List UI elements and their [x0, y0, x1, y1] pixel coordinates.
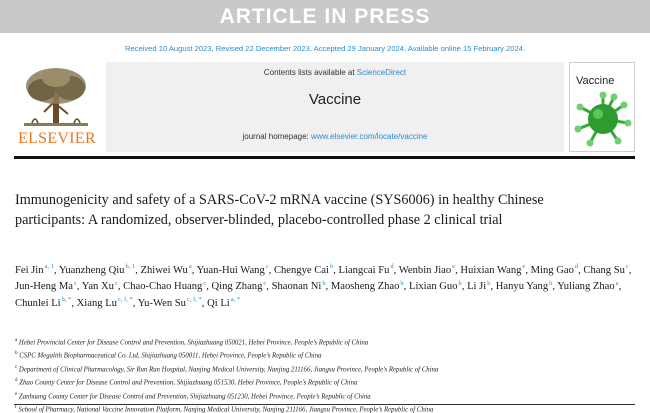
author-affiliation-marker[interactable]: c: [73, 279, 77, 287]
elsevier-tree-icon: [22, 66, 90, 128]
author-affiliation-marker[interactable]: b, 1: [125, 263, 136, 271]
author-name-text: Zhiwei Wu: [140, 265, 188, 276]
affiliation-item: [15, 389, 635, 402]
affiliation-text: Zhao County Center for Disease Control and Prevention, Shijiazhuang 051530, Hebei Province, People’s Republic of China: [17, 379, 358, 387]
journal-cover[interactable]: [569, 62, 635, 152]
author-name-text: Yuanzheng Qiu: [58, 265, 125, 276]
author-affiliation-marker[interactable]: c, f, *: [186, 296, 202, 304]
author-affiliation-marker[interactable]: b, *: [61, 296, 72, 304]
author-name-text: Wenbin Jiao: [398, 265, 452, 276]
author-affiliation-marker[interactable]: a, 1: [44, 263, 54, 271]
affiliation-marker: a: [15, 338, 18, 343]
affiliation-item: [15, 335, 635, 348]
author-affiliation-marker[interactable]: c: [114, 279, 118, 287]
author-name[interactable]: [77, 298, 133, 309]
affiliation-text: Zanhuang County Center for Disease Control and Prevention, Shijiazhuang 051230, Hebei Province, People’s Republic of China: [17, 393, 371, 401]
affiliation-marker: d: [15, 378, 18, 384]
author-affiliation-marker[interactable]: e: [452, 263, 456, 271]
author-name-text: Lixian Guo: [408, 281, 458, 293]
author-name-text: Yuliang Zhao: [557, 281, 615, 293]
affiliation-list: [15, 335, 635, 413]
affiliation-marker: e: [15, 391, 18, 397]
journal-header: [14, 62, 635, 154]
author-name-text: Chunlei Li: [15, 297, 61, 309]
author-name[interactable]: [331, 281, 404, 292]
author-name[interactable]: [59, 265, 135, 276]
affiliation-text: School of Pharmacy, National Vaccine Innovation Platform, Nanjing Medical University, Nanjing 211166, Jiangsu Province, People’s Republic of China: [16, 406, 434, 413]
affiliation-marker: f: [15, 405, 17, 411]
author-name-text: Yu-Wen Su: [137, 297, 186, 309]
virus-cover-icon: [574, 91, 632, 147]
homepage-link[interactable]: www.elsevier.com/locate/vaccine: [311, 132, 428, 141]
affiliation-marker: c: [15, 364, 18, 370]
author-affiliation-marker[interactable]: e: [522, 263, 526, 271]
author-name[interactable]: [123, 281, 206, 292]
author-affiliation-marker[interactable]: c, f, *: [117, 296, 133, 304]
author-name[interactable]: [460, 265, 525, 276]
author-name[interactable]: [211, 281, 266, 292]
affiliation-text: Hebei Provincial Center for Disease Control and Prevention, Shijiazhuang 050021, Hebei Province, People’s Republic of China: [17, 339, 369, 347]
author-name-text: Xiang Lu: [76, 297, 117, 309]
author-name-text: Yan Xu: [81, 281, 114, 293]
author-affiliation-marker[interactable]: c: [625, 263, 629, 271]
author-name-text: Fei Jin: [15, 265, 44, 276]
author-name[interactable]: [339, 265, 394, 276]
author-name-text: Qing Zhang: [211, 281, 263, 293]
author-name[interactable]: [409, 281, 462, 292]
affiliation-text: CSPC Megalith Biopharmaceutical Co. Ltd, Shijiazhuang 050011, Hebei Province, People’s Republic of China: [17, 352, 322, 360]
header-rule: [14, 156, 635, 159]
author-name[interactable]: [141, 265, 192, 276]
affiliation-item: [15, 348, 635, 361]
author-name-text: Qi Li: [207, 297, 230, 309]
author-name[interactable]: [138, 298, 202, 309]
journal-info-box: [106, 62, 564, 152]
author-affiliation-marker[interactable]: b: [322, 279, 326, 287]
article-title: Immunogenicity and safety of a SARS-CoV-2 mRNA vaccine (SYS6006) in healthy Chinese participants: A randomized, observer-blinded, placebo-controlled phase 2 clinical trial: [15, 192, 544, 228]
author-name-text: Shaonan Ni: [271, 281, 322, 293]
author-affiliation-marker[interactable]: a: [615, 279, 619, 287]
homepage-line: [106, 132, 564, 141]
author-name-text: Li Ji: [467, 281, 487, 293]
sciencedirect-link[interactable]: ScienceDirect: [356, 68, 407, 77]
author-affiliation-marker[interactable]: b: [487, 279, 491, 287]
author-name[interactable]: [197, 265, 269, 276]
author-name-text: Chao-Chao Huang: [123, 281, 203, 293]
author-list: Fei Jin$^{a, 1}$, Yuanzheng Qiu$^{b, 1}$, Zhiwei Wu$^a$, Yuan-Hui Wang$^c$, Chengye Cai$^b$, Liangcai Fu$^d$, Wenbin Jiao$^e$, Huixian Wang$^e$, Ming Gao$^d$, Chang Su$^c$, Jun-Heng Ma$^c$, Yan Xu$^c$, Chao-Chao Huang$^c$, Qing Zhang$^c$, Shaonan Ni$^b$, Maosheng Zhao$^b$, Lixian Guo$^b$, Li Ji$^b$, Hanyu Yang$^b$, Yuliang Zhao$^a$, Chunlei $Li^{b, *}$, Xiang $Lu^{c, f, *}$, Yu-Wen $Su^{c, f, *}$, Qi $Li^{a, *}$: [15, 263, 632, 309]
author-name[interactable]: [557, 281, 618, 292]
homepage-prefix: journal homepage:: [242, 132, 311, 141]
author-affiliation-marker[interactable]: a: [188, 263, 192, 271]
author-name[interactable]: [207, 298, 240, 309]
author-name-text: Chengye Cai: [273, 265, 329, 276]
footer-rule: [14, 404, 635, 405]
author-name-text: Huixian Wang: [460, 265, 522, 276]
article-in-press-banner: ARTICLE IN PRESS: [0, 0, 650, 33]
author-name[interactable]: [15, 265, 54, 276]
author-name[interactable]: [496, 281, 553, 292]
author-affiliation-marker[interactable]: b: [458, 279, 462, 287]
author-name[interactable]: [15, 298, 71, 309]
author-name[interactable]: [531, 265, 579, 276]
affiliation-item: [15, 375, 635, 388]
author-affiliation-marker[interactable]: a, *: [230, 296, 241, 304]
author-name-text: Liangcai Fu: [338, 265, 390, 276]
author-affiliation-marker[interactable]: c: [263, 279, 267, 287]
author-affiliation-marker[interactable]: b: [549, 279, 553, 287]
received-dates: Received 10 August 2023, Revised 22 December 2023, Accepted 29 January 2024, Available online 15 February 2024.: [124, 44, 526, 53]
author-affiliation-marker[interactable]: b: [400, 279, 404, 287]
affiliation-text: Department of Clinical Pharmacology, Sir Run Run Hospital, Nanjing Medical University, Nanjing 211166, Jiangsu Province, People’s Republic of China: [17, 366, 439, 374]
contents-line: [106, 68, 564, 77]
author-name[interactable]: [15, 281, 77, 292]
contents-prefix: Contents lists available at: [263, 68, 357, 77]
author-name[interactable]: [274, 265, 333, 276]
author-name-text: Hanyu Yang: [495, 281, 549, 293]
author-name-text: Chang Su: [583, 265, 625, 276]
author-name[interactable]: [467, 281, 490, 292]
author-affiliation-marker[interactable]: d: [390, 263, 394, 271]
author-name-text: Ming Gao: [530, 265, 574, 276]
author-affiliation-marker[interactable]: b: [329, 263, 334, 271]
journal-title: Vaccine: [308, 91, 362, 108]
author-name-text: Maosheng Zhao: [330, 281, 400, 293]
author-affiliation-marker[interactable]: c: [265, 263, 269, 271]
author-name[interactable]: [82, 281, 118, 292]
author-name[interactable]: [272, 281, 326, 292]
affiliation-marker: b: [15, 351, 18, 357]
author-name[interactable]: [399, 265, 455, 276]
author-name-text: Yuan-Hui Wang: [196, 265, 265, 276]
author-name-text: Jun-Heng Ma: [15, 281, 73, 293]
elsevier-logo[interactable]: [14, 62, 100, 152]
cover-title: Vaccine: [576, 75, 615, 87]
author-affiliation-marker[interactable]: d: [574, 263, 579, 271]
author-name[interactable]: [583, 265, 628, 276]
author-affiliation-marker[interactable]: c: [203, 279, 207, 287]
affiliation-item: [15, 362, 635, 375]
elsevier-wordmark: ELSEVIER: [18, 130, 96, 147]
